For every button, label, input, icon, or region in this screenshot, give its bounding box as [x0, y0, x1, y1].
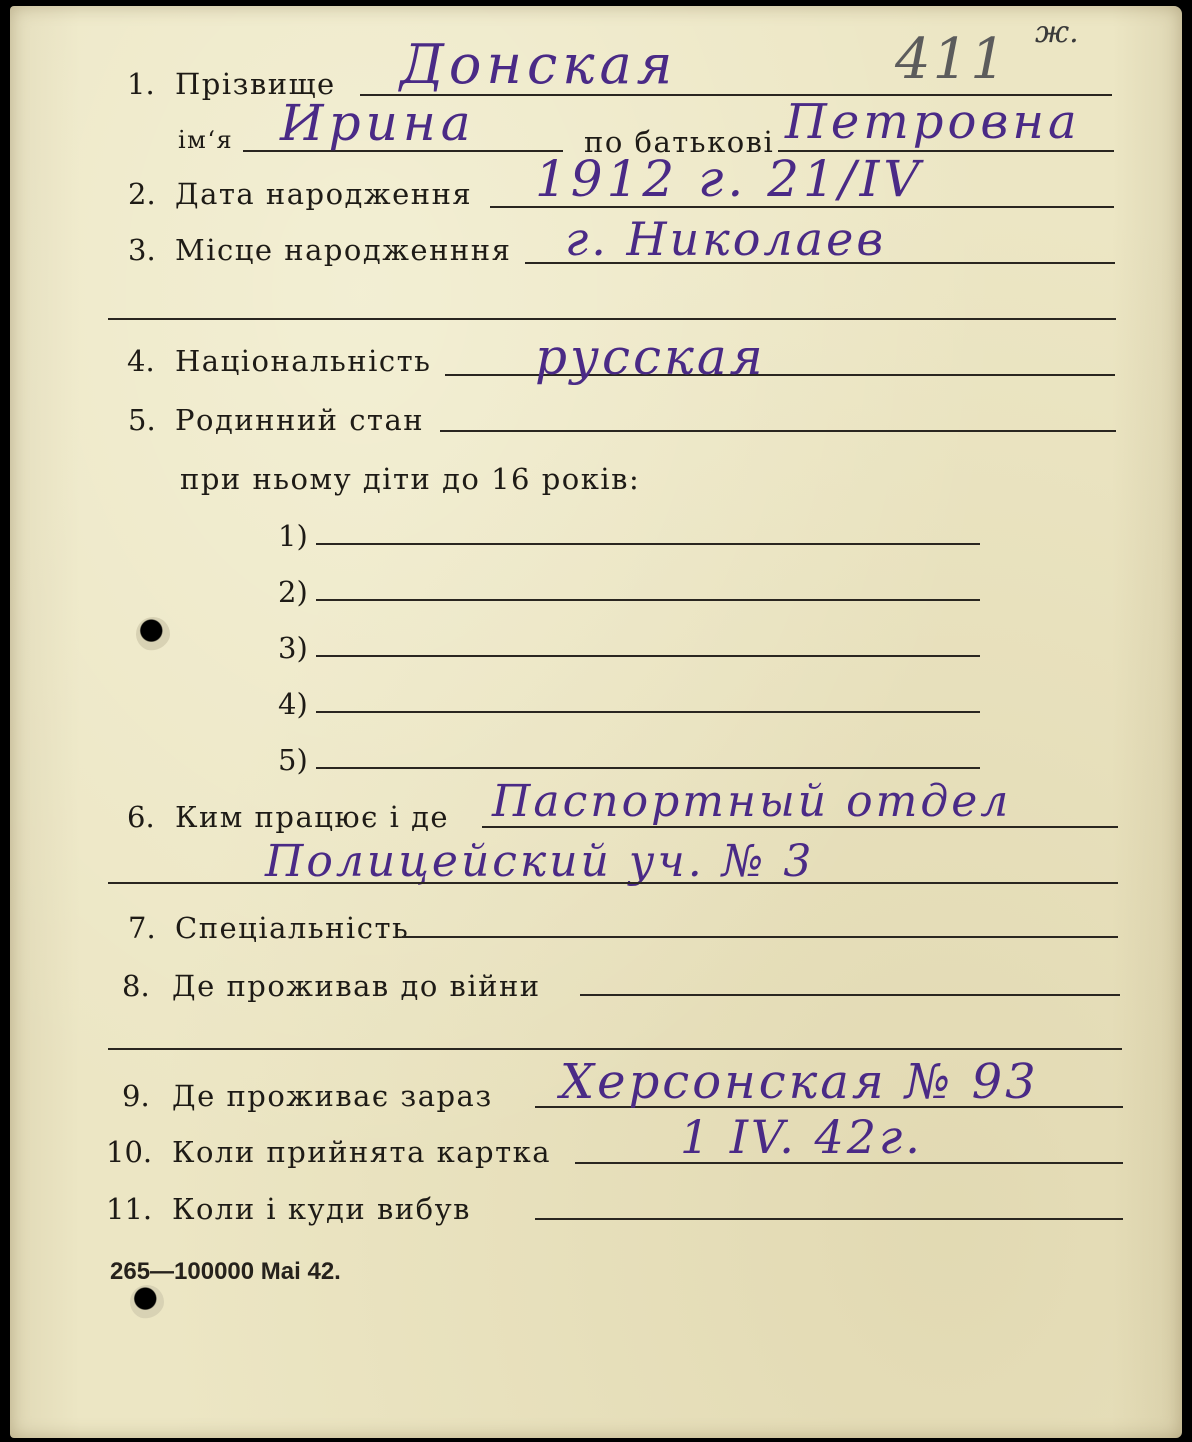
field-6-extra-line: [108, 882, 1118, 884]
field-4-label: Національність: [175, 344, 432, 378]
field-7-line: [402, 936, 1118, 938]
field-10-label: Коли прийнята картка: [172, 1135, 552, 1169]
punch-hole-upper: [136, 617, 170, 651]
child-4-number: 4): [278, 687, 308, 721]
child-3-line: [316, 655, 980, 657]
punch-hole-lower: [130, 1285, 164, 1319]
field-3-number: 3.: [128, 233, 156, 267]
field-3-extra-line: [108, 318, 1116, 320]
nationality-value: русская: [535, 328, 766, 386]
patronymic-value: Петровна: [785, 94, 1081, 150]
birth-place-value: г. Николаев: [565, 212, 887, 266]
field-5-label: Родинний стан: [175, 403, 425, 437]
field-11-label: Коли і куди вибув: [172, 1192, 471, 1226]
card-number-suffix: ж.: [1035, 15, 1079, 50]
field-2-label: Дата народження: [175, 177, 473, 211]
card-accepted-value: 1 IV. 42г.: [680, 1110, 923, 1164]
patronymic-label: по батькові: [584, 125, 775, 159]
printer-imprint: 265—100000 Mai 42.: [110, 1258, 341, 1285]
child-2-number: 2): [278, 575, 308, 609]
field-9-number: 9.: [122, 1079, 150, 1113]
current-residence-value: Херсонская № 93: [560, 1054, 1039, 1110]
employment-value-line1: Паспортный отдел: [492, 776, 1012, 827]
card-number: 411: [895, 27, 1008, 92]
field-2-number: 2.: [128, 177, 156, 211]
field-6-number: 6.: [127, 800, 155, 834]
field-1-number: 1.: [127, 67, 155, 101]
field-6-label: Ким працює і де: [175, 800, 450, 834]
field-8-line: [580, 994, 1120, 996]
field-8-extra-line: [108, 1048, 1122, 1050]
field-7-number: 7.: [128, 911, 156, 945]
field-9-label: Де проживає зараз: [172, 1079, 493, 1113]
child-3-number: 3): [278, 631, 308, 665]
field-10-number: 10.: [106, 1135, 153, 1169]
field-5-number: 5.: [128, 403, 156, 437]
first-name-value: Ирина: [280, 94, 476, 152]
surname-value: Донская: [400, 33, 678, 96]
field-11-line: [535, 1218, 1123, 1220]
child-1-number: 1): [278, 519, 308, 553]
field-1-label: Прізвище: [175, 67, 336, 101]
child-4-line: [316, 711, 980, 713]
field-11-number: 11.: [106, 1192, 153, 1226]
field-8-number: 8.: [122, 969, 150, 1003]
field-4-number: 4.: [127, 344, 155, 378]
field-8-label: Де проживав до війни: [172, 969, 541, 1003]
children-label: при ньому діти до 16 років:: [180, 462, 641, 496]
field-3-label: Місце народженння: [175, 233, 512, 267]
child-2-line: [316, 599, 980, 601]
birth-date-value: 1912 г. 21/IV: [535, 150, 924, 208]
field-5-line: [440, 430, 1116, 432]
first-name-label: ім‘я: [178, 126, 234, 154]
child-1-line: [316, 543, 980, 545]
child-5-number: 5): [278, 743, 308, 777]
child-5-line: [316, 767, 980, 769]
employment-value-line2: Полицейский уч. № 3: [265, 836, 815, 887]
field-7-label: Спеціальність: [175, 911, 410, 945]
